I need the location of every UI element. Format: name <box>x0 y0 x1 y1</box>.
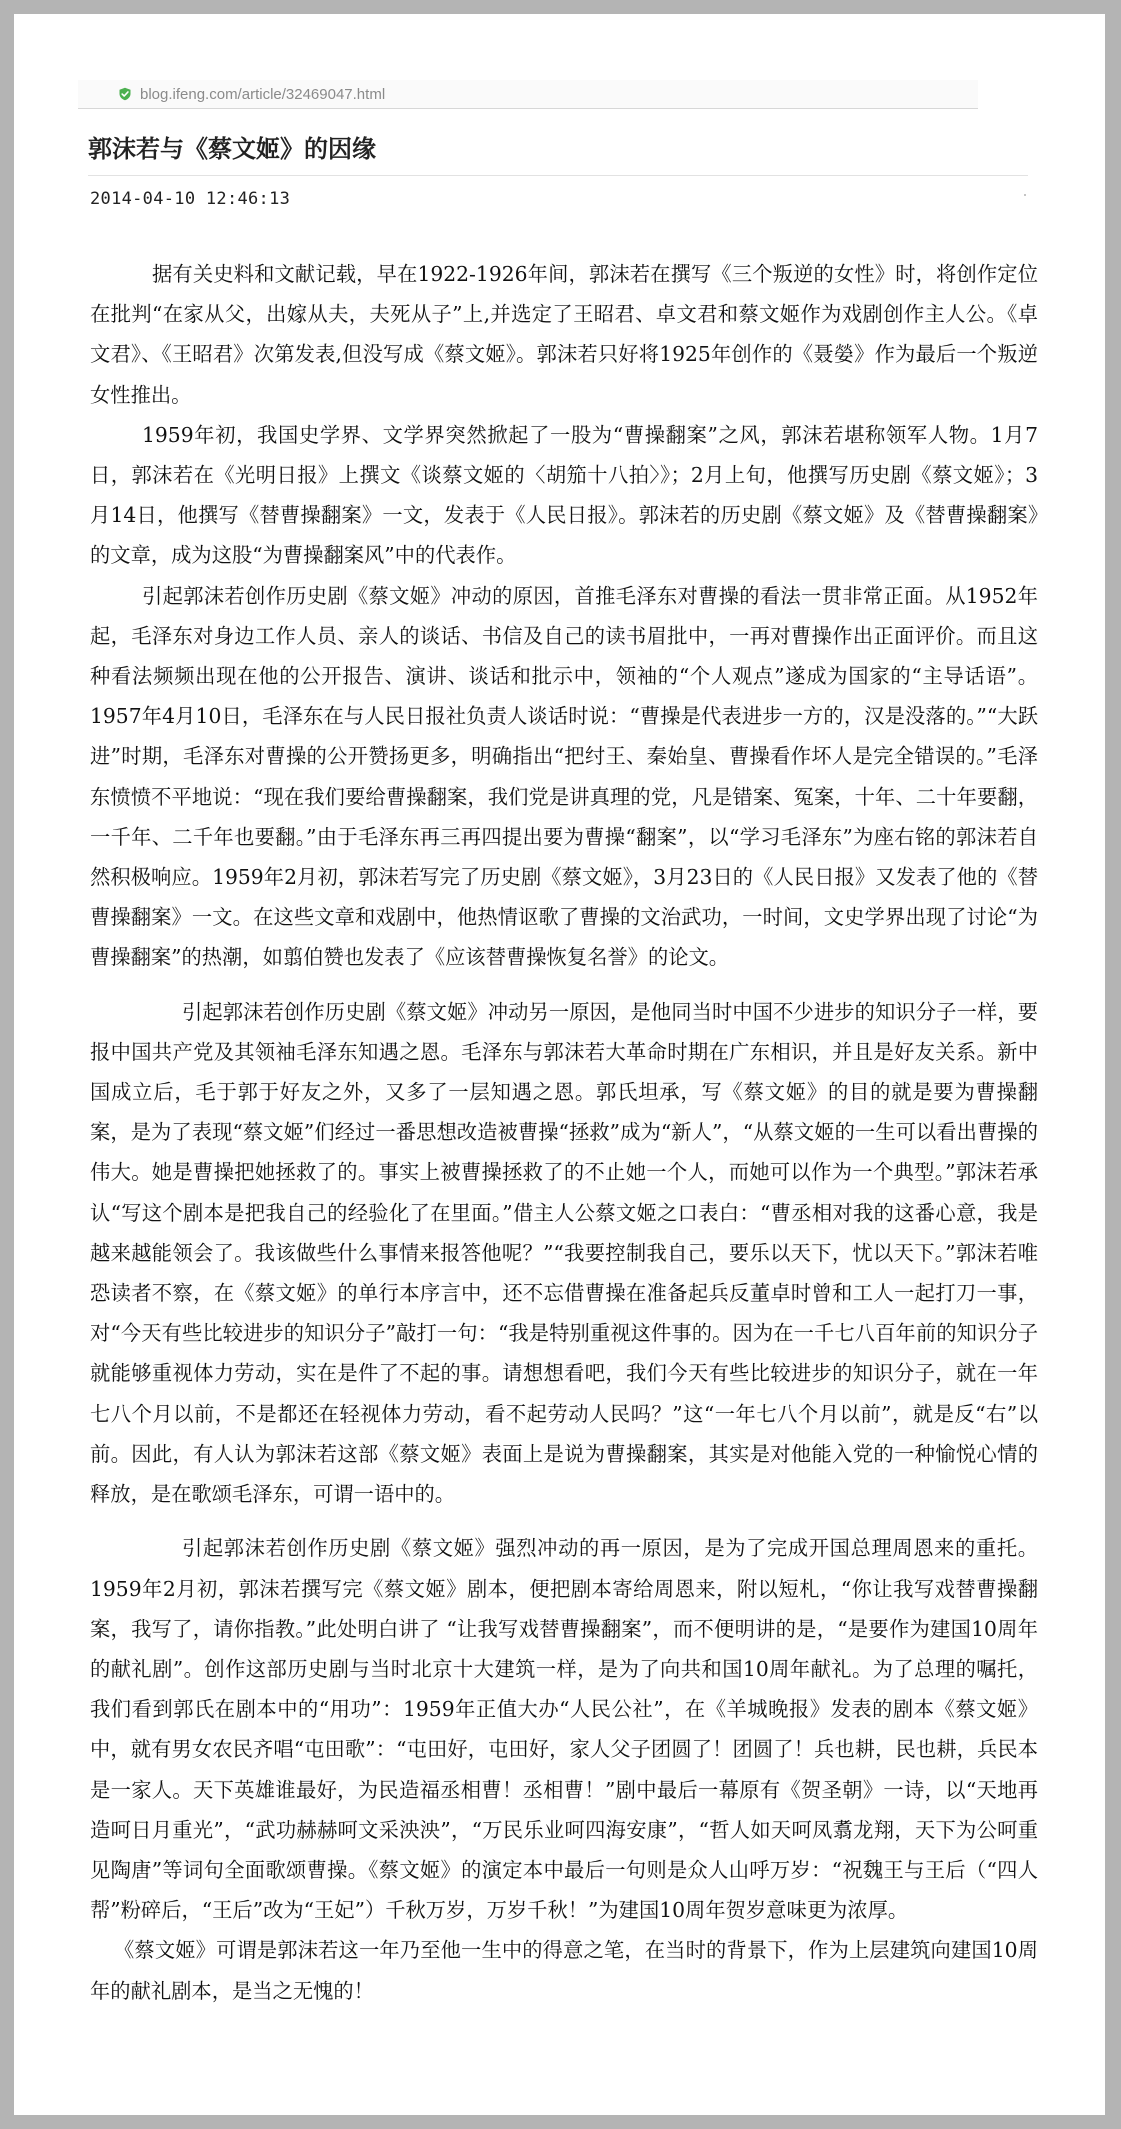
page-canvas <box>14 14 1105 2115</box>
article-paragraph: 引起郭沫若创作历史剧《蔡文姬》冲动的原因，首推毛泽东对曹操的看法一贯非常正面。从1952年起，毛泽东对身边工作人员、亲人的谈话、书信及自己的读书眉批中，一再对曹操作出正面评价。而且这种看法频频出现在他的公开报告、演讲、谈话和批示中，领袖的“个人观点”遂成为国家的“主导话语”。1957年4月10日，毛泽东在与人民日报社负责人谈话时说：“曹操是代表进步一方的，汉是没落的。”“大跃进”时期，毛泽东对曹操的公开赞扬更多，明确指出“把纣王、秦始皇、曹操看作坏人是完全错误的。”毛泽东愤愤不平地说：“现在我们要给曹操翻案，我们党是讲真理的党，凡是错案、冤案，十年、二十年要翻，一千年、二千年也要翻。”由于毛泽东再三再四提出要为曹操“翻案”，以“学习毛泽东”为座右铭的郭沫若自然积极响应。1959年2月初，郭沫若写完了历史剧《蔡文姬》，3月23日的《人民日报》又发表了他的《替曹操翻案》一文。在这些文章和戏剧中，他热情讴歌了曹操的文治武功，一时间，文史学界出现了讨论“为曹操翻案”的热潮，如翦伯赞也发表了《应该替曹操恢复名誉》的论文。 <box>90 583 1038 970</box>
article-paragraph: 引起郭沫若创作历史剧《蔡文姬》强烈冲动的再一原因，是为了完成开国总理周恩来的重托。1959年2月初，郭沫若撰写完《蔡文姬》剧本，便把剧本寄给周恩来，附以短札，“你让我写戏替曹操翻案，我写了，请你指教。”此处明白讲了 “让我写戏替曹操翻案”，而不便明讲的是，“是要作为建国10周年的献礼剧”。创作这部历史剧与当时北京十大建筑一样，是为了向共和国10周年献礼。为了总理的嘱托，我们看到郭氏在剧本中的“用功”：1959年正值大办“人民公社”，在《羊城晚报》发表的剧本《蔡文姬》中，就有男女农民齐唱“屯田歌”：“屯田好，屯田好，家人父子团圆了！团圆了！兵也耕，民也耕，兵民本是一家人。天下英雄谁最好，为民造福丞相曹！丞相曹！”剧中最后一幕原有《贺圣朝》一诗，以“天地再造呵日月重光”，“武功赫赫呵文采泱泱”，“万民乐业呵四海安康”，“哲人如天呵凤翥龙翔，天下为公呵重见陶唐”等词句全面歌颂曹操。《蔡文姬》的演定本中最后一句则是众人山呼万岁：“祝魏王与王后（“四人帮”粉碎后，“王后”改为“王妃”）千秋万岁，万岁千秋！”为建国10周年贺岁意味更为浓厚。 <box>90 1536 1038 1923</box>
url-text: blog.ifeng.com/article/32469047.html <box>140 85 386 103</box>
article-paragraph: 《蔡文姬》可谓是郭沫若这一年乃至他一生中的得意之笔，在当时的背景下，作为上层建筑向建国10周年的献礼剧本，是当之无愧的！ <box>90 1938 1038 2003</box>
article-title: 郭沫若与《蔡文姬》的因缘 <box>88 135 376 163</box>
article-body <box>90 254 1038 2011</box>
url-bar[interactable] <box>78 80 978 109</box>
article-paragraph: 引起郭沫若创作历史剧《蔡文姬》冲动另一原因，是他同当时中国不少进步的知识分子一样，要报中国共产党及其领袖毛泽东知遇之恩。毛泽东与郭沫若大革命时期在广东相识，并且是好友关系。新中国成立后，毛于郭于好友之外，又多了一层知遇之恩。郭氏坦承，写《蔡文姬》的目的就是要为曹操翻案，是为了表现“蔡文姬”们经过一番思想改造被曹操“拯救”成为“新人”，“从蔡文姬的一生可以看出曹操的伟大。她是曹操把她拯救了的。事实上被曹操拯救了的不止她一个人，而她可以作为一个典型。”郭沫若承认“写这个剧本是把我自己的经验化了在里面。”借主人公蔡文姬之口表白：“曹丞相对我的这番心意，我是越来越能领会了。我该做些什么事情来报答他呢？”“我要控制我自己，要乐以天下，忧以天下。”郭沫若唯恐读者不察，在《蔡文姬》的单行本序言中，还不忘借曹操在准备起兵反董卓时曾和工人一起打刀一事，对“今天有些比较进步的知识分子”敲打一句：“我是特别重视这件事的。因为在一千七八百年前的知识分子就能够重视体力劳动，实在是件了不起的事。请想想看吧，我们今天有些比较进步的知识分子，就在一年七八个月以前，不是都还在轻视体力劳动，看不起劳动人民吗？”这“一年七八个月以前”，就是反“右”以前。因此，有人认为郭沫若这部《蔡文姬》表面上是说为曹操翻案，其实是对他能入党的一种愉悦心情的释放，是在歌颂毛泽东，可谓一语中的。 <box>90 999 1038 1507</box>
article-paragraph: 据有关史料和文献记载，早在1922-1926年间，郭沫若在撰写《三个叛逆的女性》时，将创作定位在批判“在家从父，出嫁从夫，夫死从子”上,并选定了王昭君、卓文君和蔡文姬作为戏剧创作主人公。《卓文君》、《王昭君》次第发表,但没写成《蔡文姬》。郭沫若只好将1925年创作的《聂嫈》作为最后一个叛逆女性推出。 <box>90 262 1038 407</box>
article-paragraph: 1959年初，我国史学界、文学界突然掀起了一股为“曹操翻案”之风，郭沫若堪称领军人物。1月7日，郭沫若在《光明日报》上撰文《谈蔡文姬的〈胡笳十八拍〉》；2月上旬，他撰写历史剧《蔡文姬》；3月14日，他撰写《替曹操翻案》一文，发表于《人民日报》。郭沫若的历史剧《蔡文姬》及《替曹操翻案》的文章，成为这股“为曹操翻案风”中的代表作。 <box>90 422 1038 568</box>
title-divider <box>88 175 1028 176</box>
shield-check-icon <box>118 87 132 101</box>
publish-date: 2014-04-10 12:46:13 <box>90 189 291 209</box>
meta-dot <box>1024 194 1026 196</box>
